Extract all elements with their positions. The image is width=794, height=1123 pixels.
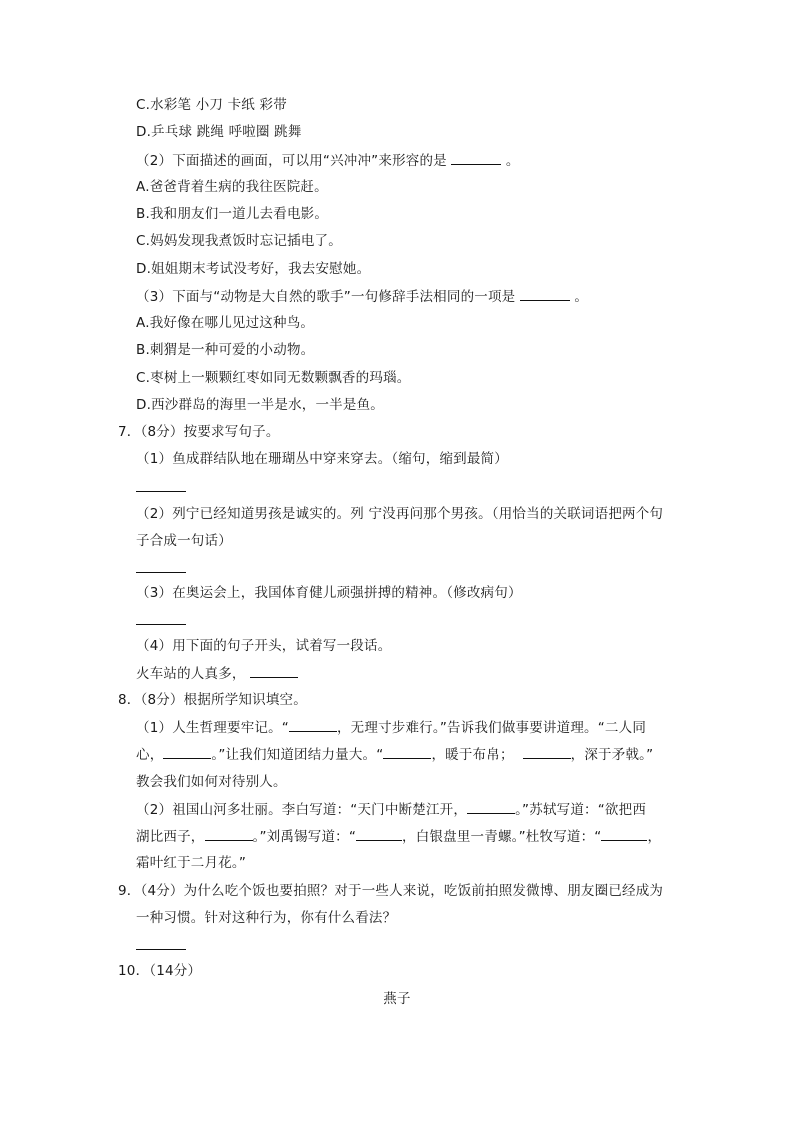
option-d-line: D.姐姐期末考试没考好，我去安慰她。 bbox=[136, 261, 371, 277]
question-8-1 bbox=[136, 718, 646, 737]
option-a-line: A.爸爸背着生病的我往医院赶。 bbox=[136, 179, 328, 195]
answer-blank[interactable] bbox=[136, 936, 186, 950]
text-segment: 。”苏轼写道：“欲把西 bbox=[515, 802, 647, 818]
answer-line[interactable] bbox=[136, 936, 186, 955]
answer-line[interactable] bbox=[136, 611, 186, 630]
text-segment: （2）祖国山河多壮丽。李白写道：“天门中断楚江开， bbox=[136, 802, 468, 818]
question-7-heading: 7．（8分）按要求写句子。 bbox=[118, 424, 280, 440]
text-segment: ， bbox=[647, 829, 662, 845]
answer-blank[interactable] bbox=[383, 745, 431, 759]
prompt-text: 火车站的人真多， bbox=[136, 666, 246, 682]
question-8-2 bbox=[136, 800, 646, 819]
question-9: 9．（4分）为什么吃个饭也要拍照？对于一些人来说，吃饭前拍照发微博、朋友圈已经成为 bbox=[118, 883, 664, 899]
answer-blank[interactable] bbox=[136, 559, 186, 573]
answer-blank[interactable] bbox=[451, 151, 501, 165]
option-d-line: D.乒乓球 跳绳 呼啦圈 跳舞 bbox=[136, 124, 302, 140]
question-text-end: 。 bbox=[574, 289, 589, 305]
answer-blank[interactable] bbox=[163, 745, 211, 759]
text-segment: ，无理寸步难行。”告诉我们做事要讲道理。“二人同 bbox=[336, 720, 647, 736]
option-b-line: B.刺猬是一种可爱的小动物。 bbox=[136, 342, 315, 358]
text-segment: ，白银盘里一青螺。”杜牧写道：“ bbox=[402, 829, 602, 845]
text-segment: ，深于矛戟。” bbox=[570, 747, 654, 763]
text-segment: （1）人生哲理要牢记。“ bbox=[136, 720, 289, 736]
answer-blank[interactable] bbox=[356, 827, 402, 841]
question-10-heading: 10．（14分） bbox=[118, 963, 202, 979]
answer-line[interactable] bbox=[136, 559, 186, 578]
question-text-end: 。 bbox=[505, 153, 520, 169]
passage-title: 燕子 bbox=[383, 991, 411, 1007]
question-8-1-cont bbox=[136, 745, 653, 764]
question-7-3: （3）在奥运会上，我国体育健儿顽强拼搏的精神。（修改病句） bbox=[136, 585, 522, 601]
question-8-2-cont bbox=[136, 827, 661, 846]
answer-blank[interactable] bbox=[205, 827, 253, 841]
question-7-2-cont: 子合成一句话） bbox=[136, 533, 232, 549]
question-8-heading: 8．（8分）根据所学知识填空。 bbox=[118, 692, 307, 708]
answer-blank[interactable] bbox=[601, 827, 647, 841]
question-7-4-prompt bbox=[136, 664, 298, 683]
text-segment: 。”让我们知道团结力量大。“ bbox=[211, 747, 384, 763]
answer-blank[interactable] bbox=[289, 718, 337, 732]
option-c-line: C.水彩笔 小刀 卡纸 彩带 bbox=[136, 97, 287, 113]
answer-blank[interactable] bbox=[136, 611, 186, 625]
text-segment: 湖比西子， bbox=[136, 829, 205, 845]
question-7-1: （1）鱼成群结队地在珊瑚丛中穿来穿去。（缩句，缩到最简） bbox=[136, 451, 508, 467]
text-segment: 。”刘禹锡写道：“ bbox=[252, 829, 357, 845]
answer-blank[interactable] bbox=[250, 664, 298, 678]
answer-line[interactable] bbox=[136, 478, 186, 497]
answer-blank[interactable] bbox=[520, 287, 570, 301]
question-6-2 bbox=[136, 151, 520, 170]
option-c-line: C.枣树上一颗颗红枣如同无数颗飘香的玛瑙。 bbox=[136, 370, 411, 386]
question-7-4: （4）用下面的句子开头，试着写一段话。 bbox=[136, 638, 392, 654]
question-6-3 bbox=[136, 287, 588, 306]
answer-blank[interactable] bbox=[136, 478, 186, 492]
option-a-line: A.我好像在哪儿见过这种鸟。 bbox=[136, 315, 315, 331]
question-text: （3）下面与“动物是大自然的歌手”一句修辞手法相同的一项是 bbox=[136, 289, 516, 305]
option-d-line: D.西沙群岛的海里一半是水，一半是鱼。 bbox=[136, 397, 384, 413]
text-segment: 心， bbox=[136, 747, 164, 763]
text-segment: ，暖于布帛； bbox=[431, 747, 514, 763]
answer-blank[interactable] bbox=[523, 745, 571, 759]
question-7-2: （2）列宁已经知道男孩是诚实的。列 宁没再问那个男孩。（用恰当的关联词语把两个句 bbox=[136, 506, 664, 522]
option-c-line: C.妈妈发现我煮饭时忘记插电了。 bbox=[136, 233, 342, 249]
question-8-1-end: 教会我们如何对待别人。 bbox=[136, 774, 287, 790]
answer-blank[interactable] bbox=[467, 800, 515, 814]
option-b-line: B.我和朋友们一道儿去看电影。 bbox=[136, 206, 329, 222]
question-9-cont: 一种习惯。针对这种行为，你有什么看法？ bbox=[136, 910, 397, 926]
question-8-2-end: 霜叶红于二月花。” bbox=[136, 855, 247, 871]
question-text: （2）下面描述的画面，可以用“兴冲冲”来形容的是 bbox=[136, 153, 447, 169]
